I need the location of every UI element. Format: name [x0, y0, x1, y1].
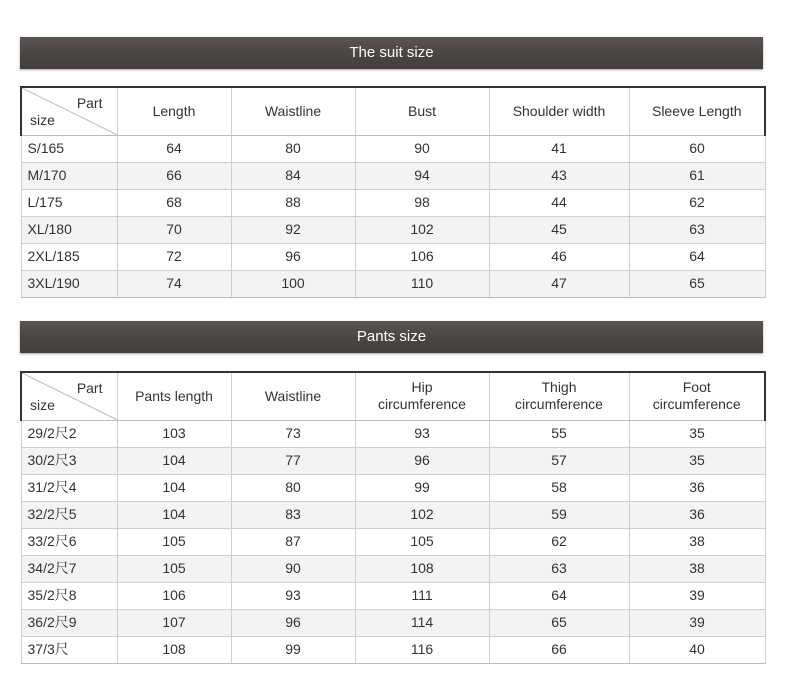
measurement-cell: 111 — [355, 582, 489, 609]
header-cell: Waistline — [231, 87, 355, 135]
suit-size-banner — [20, 37, 763, 69]
measurement-cell: 46 — [489, 243, 629, 270]
measurement-cell: 110 — [355, 270, 489, 297]
measurement-cell: 108 — [117, 636, 231, 663]
header-cell — [629, 372, 765, 420]
size-label-cell: 3XL/190 — [21, 270, 117, 297]
measurement-cell: 62 — [629, 189, 765, 216]
measurement-cell: 104 — [117, 501, 231, 528]
corner-label-size: size — [30, 111, 55, 128]
measurement-cell: 57 — [489, 447, 629, 474]
pants-size-title: Pants size — [356, 328, 427, 345]
measurement-cell: 61 — [629, 162, 765, 189]
table-row — [21, 609, 765, 636]
measurement-cell: 104 — [117, 447, 231, 474]
table-row — [21, 474, 765, 501]
table-row — [21, 189, 765, 216]
measurement-cell: 68 — [117, 189, 231, 216]
measurement-cell: 38 — [629, 528, 765, 555]
table-row — [21, 162, 765, 189]
measurement-cell: 66 — [117, 162, 231, 189]
header-line: Pants length — [135, 387, 213, 404]
measurement-cell: 64 — [117, 135, 231, 162]
measurement-cell: 87 — [231, 528, 355, 555]
measurement-cell: 96 — [231, 243, 355, 270]
header-line: Hip — [411, 379, 433, 396]
measurement-cell: 41 — [489, 135, 629, 162]
measurement-cell: 36 — [629, 501, 765, 528]
measurement-cell: 58 — [489, 474, 629, 501]
size-label-cell: 37/3尺 — [21, 636, 117, 663]
table-row — [21, 216, 765, 243]
pants-corner-cell — [21, 372, 117, 420]
table-row — [21, 528, 765, 555]
table-row — [21, 135, 765, 162]
measurement-cell: 108 — [355, 555, 489, 582]
table-row — [21, 501, 765, 528]
measurement-cell: 44 — [489, 189, 629, 216]
measurement-cell: 36 — [629, 474, 765, 501]
size-label-cell: L/175 — [21, 189, 117, 216]
measurement-cell: 35 — [629, 447, 765, 474]
measurement-cell: 104 — [117, 474, 231, 501]
size-label-cell: 36/2尺9 — [21, 609, 117, 636]
header-cell: Sleeve Length — [629, 87, 765, 135]
measurement-cell: 40 — [629, 636, 765, 663]
measurement-cell: 106 — [355, 243, 489, 270]
measurement-cell: 90 — [355, 135, 489, 162]
size-label-cell: 35/2尺8 — [21, 582, 117, 609]
suit-header-row — [21, 87, 765, 135]
measurement-cell: 38 — [629, 555, 765, 582]
table-row — [21, 447, 765, 474]
measurement-cell: 80 — [231, 135, 355, 162]
measurement-cell: 55 — [489, 420, 629, 447]
size-label-cell: 29/2尺2 — [21, 420, 117, 447]
measurement-cell: 93 — [231, 582, 355, 609]
measurement-cell: 84 — [231, 162, 355, 189]
measurement-cell: 39 — [629, 582, 765, 609]
measurement-cell: 63 — [629, 216, 765, 243]
header-cell: Bust — [355, 87, 489, 135]
header-cell: Length — [117, 87, 231, 135]
measurement-cell: 103 — [117, 420, 231, 447]
header-line: Thigh — [541, 379, 577, 396]
table-row — [21, 420, 765, 447]
pants-size-table — [20, 371, 766, 664]
measurement-cell: 114 — [355, 609, 489, 636]
measurement-cell: 88 — [231, 189, 355, 216]
header-cell — [231, 372, 355, 420]
measurement-cell: 102 — [355, 501, 489, 528]
size-label-cell: M/170 — [21, 162, 117, 189]
header-line: Foot — [682, 379, 711, 396]
measurement-cell: 106 — [117, 582, 231, 609]
table-row — [21, 270, 765, 297]
measurement-cell: 64 — [629, 243, 765, 270]
pants-header-row — [21, 372, 765, 420]
measurement-cell: 96 — [231, 609, 355, 636]
measurement-cell: 107 — [117, 609, 231, 636]
header-line: circumference — [515, 396, 603, 413]
size-label-cell: 33/2尺6 — [21, 528, 117, 555]
measurement-cell: 77 — [231, 447, 355, 474]
measurement-cell: 70 — [117, 216, 231, 243]
measurement-cell: 80 — [231, 474, 355, 501]
header-cell — [355, 372, 489, 420]
measurement-cell: 73 — [231, 420, 355, 447]
measurement-cell: 105 — [117, 528, 231, 555]
header-line: circumference — [378, 396, 466, 413]
measurement-cell: 65 — [489, 609, 629, 636]
measurement-cell: 99 — [231, 636, 355, 663]
measurement-cell: 105 — [355, 528, 489, 555]
measurement-cell: 116 — [355, 636, 489, 663]
header-line: circumference — [652, 396, 741, 413]
size-label-cell: 2XL/185 — [21, 243, 117, 270]
header-cell — [117, 372, 231, 420]
size-label-cell: 31/2尺4 — [21, 474, 117, 501]
table-row — [21, 243, 765, 270]
table-row — [21, 582, 765, 609]
measurement-cell: 62 — [489, 528, 629, 555]
measurement-cell: 65 — [629, 270, 765, 297]
measurement-cell: 100 — [231, 270, 355, 297]
measurement-cell: 98 — [355, 189, 489, 216]
measurement-cell: 63 — [489, 555, 629, 582]
measurement-cell: 92 — [231, 216, 355, 243]
header-cell: Shoulder width — [489, 87, 629, 135]
measurement-cell: 64 — [489, 582, 629, 609]
corner-label-part: Part — [76, 95, 103, 111]
corner-label-part: Part — [76, 380, 103, 396]
size-label-cell: 32/2尺5 — [21, 501, 117, 528]
measurement-cell: 102 — [355, 216, 489, 243]
measurement-cell: 90 — [231, 555, 355, 582]
measurement-cell: 47 — [489, 270, 629, 297]
size-label-cell: 30/2尺3 — [21, 447, 117, 474]
measurement-cell: 43 — [489, 162, 629, 189]
header-line: Waistline — [264, 387, 322, 404]
table-row — [21, 555, 765, 582]
header-cell — [489, 372, 629, 420]
suit-corner-cell — [21, 87, 117, 135]
suit-size-title: The suit size — [349, 44, 434, 61]
measurement-cell: 45 — [489, 216, 629, 243]
corner-label-size: size — [30, 396, 55, 413]
measurement-cell: 72 — [117, 243, 231, 270]
measurement-cell: 66 — [489, 636, 629, 663]
measurement-cell: 94 — [355, 162, 489, 189]
table-row — [21, 636, 765, 663]
measurement-cell: 35 — [629, 420, 765, 447]
measurement-cell: 99 — [355, 474, 489, 501]
measurement-cell: 93 — [355, 420, 489, 447]
size-label-cell: S/165 — [21, 135, 117, 162]
measurement-cell: 83 — [231, 501, 355, 528]
measurement-cell: 60 — [629, 135, 765, 162]
measurement-cell: 105 — [117, 555, 231, 582]
suit-size-table — [20, 86, 766, 298]
measurement-cell: 59 — [489, 501, 629, 528]
size-label-cell: 34/2尺7 — [21, 555, 117, 582]
measurement-cell: 96 — [355, 447, 489, 474]
measurement-cell: 39 — [629, 609, 765, 636]
measurement-cell: 74 — [117, 270, 231, 297]
size-label-cell: XL/180 — [21, 216, 117, 243]
pants-size-banner — [20, 321, 763, 353]
